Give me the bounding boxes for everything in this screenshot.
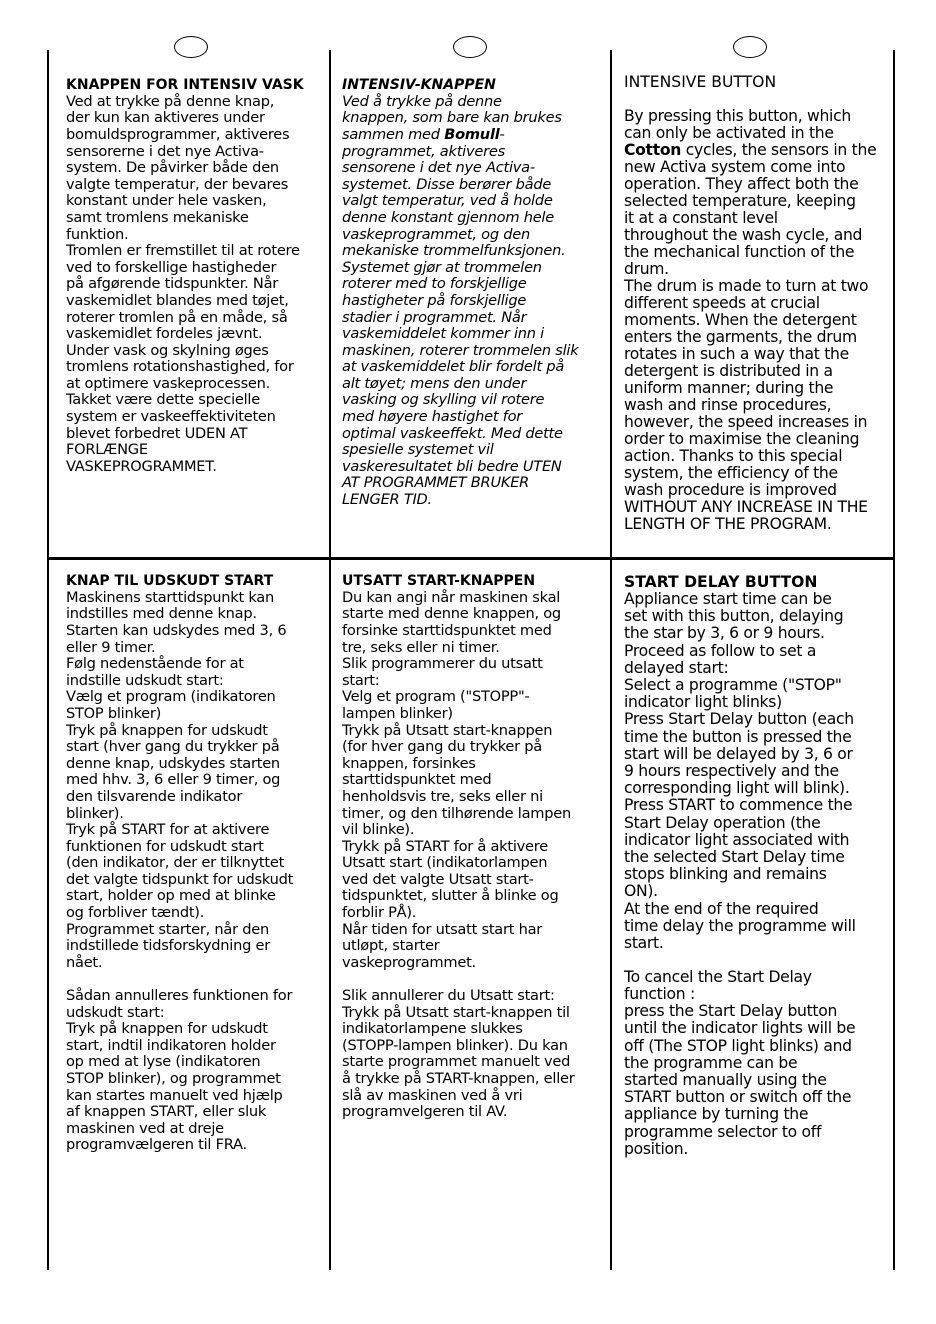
column-divider-middle-left <box>329 50 331 1270</box>
text-line: wash and rinse procedures, <box>624 396 832 414</box>
text-line: STOP blinker), og programmet <box>66 1070 281 1088</box>
text-line: Trykk på START for å aktivere <box>342 837 548 855</box>
section-title: START DELAY BUTTON <box>624 573 818 591</box>
text-line: utløpt, starter <box>342 937 440 955</box>
text-line: drum. <box>624 260 669 278</box>
text-line: samt tromlens mekaniske <box>66 208 249 226</box>
text-line: indicator light associated with <box>624 830 850 849</box>
text-line: Følg nedenstående for at <box>66 655 244 673</box>
text-line: sensorene i det nye Activa- <box>342 159 535 177</box>
text-line: At the end of the required <box>624 899 819 918</box>
text-line: FORLÆNGE <box>66 441 148 459</box>
text-line: Når tiden for utsatt start har <box>342 920 543 938</box>
text-line: nået. <box>66 953 103 971</box>
text-line: off (The STOP light blinks) and <box>624 1036 852 1055</box>
text-line: Press START to commence the <box>624 796 853 815</box>
text-line: programmet, aktiveres <box>342 142 505 160</box>
text-line: at vaskemiddelet blir fordelt på <box>342 358 565 376</box>
text-line: at optimere vaskeprocessen. <box>66 374 271 392</box>
text-line: forblir PÅ). <box>342 904 417 922</box>
language-marker-danish <box>174 36 208 58</box>
section-body <box>342 590 604 1121</box>
text-line: henholdsvis tre, seks eller ni <box>342 787 543 805</box>
text-line: Appliance start time can be <box>624 590 832 608</box>
text-line: delayed start: <box>624 658 729 677</box>
column-divider-left <box>47 50 49 1270</box>
column-divider-right <box>893 50 895 1270</box>
text-line: programvelgeren til AV. <box>342 1103 508 1121</box>
text-line: start, holder op med at blinke <box>66 887 276 905</box>
text-line: position. <box>624 1139 689 1158</box>
text-line: Select a programme ("STOP" <box>624 676 842 695</box>
text-line: can only be activated in the <box>624 124 834 142</box>
text-line: order to maximise the cleaning <box>624 430 860 448</box>
text-line: start. <box>624 934 664 953</box>
section-body <box>624 108 886 533</box>
text-line: med høyere hastighet for <box>342 408 522 426</box>
text-line: vaskeprogrammet. <box>342 953 476 971</box>
text-line: vaskemiddelet kommer inn i <box>342 325 544 343</box>
section-divider <box>48 557 895 560</box>
text-line: Maskinens starttidspunkt kan <box>66 588 274 606</box>
text-line: timer, og den tilhørende lampen <box>342 804 571 822</box>
text-line: valgte temperatur, der bevares <box>66 175 289 193</box>
text-line: system, the efficiency of the <box>624 464 838 482</box>
text-line: Sådan annulleres funktionen for <box>66 987 293 1005</box>
text-line: valgt temperatur, ved å holde <box>342 192 553 210</box>
text-line: press the Start Delay button <box>624 1002 838 1021</box>
text-line: started manually using the <box>624 1071 827 1090</box>
text-line: Start Delay operation (the <box>624 813 821 832</box>
text-line: konstant under hele vasken, <box>66 192 267 210</box>
text-line: sammen med Bomull- <box>342 125 505 143</box>
text-line: the mechanical function of the <box>624 243 855 261</box>
text-line: Velg et program ("STOPP"- <box>342 688 530 706</box>
text-line: eller 9 timer. <box>66 638 156 656</box>
text-line: detergent is distributed in a <box>624 362 833 380</box>
text-line: hastigheter på forskjellige <box>342 291 527 309</box>
section-title: UTSATT START-KNAPPEN <box>342 573 536 589</box>
text-line: enters the garments, the drum <box>624 328 857 346</box>
text-line: (STOPP-lampen blinker). Du kan <box>342 1036 568 1054</box>
text-line: system er vaskeeffektiviteten <box>66 408 276 426</box>
text-line: system. De påvirker både den <box>66 159 279 177</box>
text-line: uniform manner; during the <box>624 379 834 397</box>
text-line: tre, seks eller ni timer. <box>342 638 500 656</box>
text-line: Ved at trykke på denne knap, <box>66 92 275 110</box>
text-line: stadier i programmet. Når <box>342 308 527 326</box>
text-line: denne knap, udskydes starten <box>66 754 280 772</box>
text-line <box>624 952 886 969</box>
text-line: starttidspunktet med <box>342 771 492 789</box>
text-line: Proceed as follow to set a <box>624 641 817 660</box>
text-line: vaskeresultatet bli bedre UTEN <box>342 457 562 475</box>
text-line: start will be delayed by 3, 6 or <box>624 744 853 763</box>
text-line: (den indikator, der er tilknyttet <box>66 854 285 872</box>
text-line: Ved å trykke på denne <box>342 92 502 110</box>
text-line: forsinke starttidspunktet med <box>342 621 552 639</box>
text-line: function : <box>624 985 695 1004</box>
text-line: det valgte tidspunkt for udskudt <box>66 870 294 888</box>
text-line: Slik annullerer du Utsatt start: <box>342 987 555 1005</box>
section-body <box>66 590 328 1154</box>
text-line: op med at lyse (indikatoren <box>66 1053 261 1071</box>
text-line: knappen, som bare kan brukes <box>342 109 562 127</box>
text-line: på afgørende tidspunkter. Når <box>66 275 279 293</box>
text-line: sensorerne i det nye Activa- <box>66 142 264 160</box>
text-line: tidspunktet, slutter å blinke og <box>342 887 559 905</box>
text-line: mekaniske trommelfunksjonen. <box>342 242 566 260</box>
text-line: indstille udskudt start: <box>66 671 224 689</box>
text-line: spesielle systemet vil <box>342 441 494 459</box>
text-line: Press Start Delay button (each <box>624 710 854 729</box>
text-line: stops blinking and remains <box>624 865 827 884</box>
text-line: Programmet starter, når den <box>66 920 269 938</box>
text-line: indstilles med denne knap. <box>66 605 257 623</box>
section-title: INTENSIV-KNAPPEN <box>342 77 496 93</box>
text-line: Under vask og skylning øges <box>66 341 269 359</box>
text-line: blinker). <box>66 804 124 822</box>
text-line: LENGER TID. <box>342 491 432 509</box>
text-line: wash procedure is improved <box>624 481 837 499</box>
text-line: rotates in such a way that the <box>624 345 849 363</box>
text-line: LENGTH OF THE PROGRAM. <box>624 515 832 533</box>
text-line: starte med denne knappen, og <box>342 605 561 623</box>
text-line: time the button is pressed the <box>624 727 852 746</box>
text-line: tromlens rotationshastighed, for <box>66 358 294 376</box>
text-line: vil blinke). <box>342 821 415 839</box>
text-line: funktion. <box>66 225 129 243</box>
text-line: until the indicator lights will be <box>624 1019 856 1038</box>
text-line: action. Thanks to this special <box>624 447 843 465</box>
text-line: To cancel the Start Delay <box>624 967 812 986</box>
text-line: Slik programmerer du utsatt <box>342 655 543 673</box>
text-line: new Activa system come into <box>624 158 846 176</box>
text-line: indicator light blinks) <box>624 693 782 712</box>
danish-intensive-section <box>66 77 328 475</box>
text-line: Vælg et program (indikatoren <box>66 688 276 706</box>
text-line: the programme can be <box>624 1053 798 1072</box>
text-line: udskudt start: <box>66 1003 165 1021</box>
text-line: programme selector to off <box>624 1122 822 1141</box>
column-divider-middle-right <box>610 50 612 1270</box>
english-intensive-section <box>624 73 886 533</box>
text-line: der kun kan aktiveres under <box>66 109 265 127</box>
text-line: Tromlen er fremstillet til at rotere <box>66 242 300 260</box>
text-line: start: <box>342 671 380 689</box>
text-line: the selected Start Delay time <box>624 848 845 867</box>
text-line: however, the speed increases in <box>624 413 868 431</box>
norwegian-delay-section <box>342 573 604 1121</box>
text-line: roterer tromlen på en måde, så <box>66 308 288 326</box>
text-line: selected temperature, keeping <box>624 192 856 210</box>
english-delay-section <box>624 573 886 1158</box>
text-line: Cotton cycles, the sensors in the <box>624 141 877 159</box>
text-line: og forbliver tændt). <box>66 904 205 922</box>
text-line: moments. When the detergent <box>624 311 857 329</box>
text-line: kan startes manuelt ved hjælp <box>66 1086 283 1104</box>
text-line: maskinen ved at dreje <box>66 1119 224 1137</box>
text-line: VASKEPROGRAMMET. <box>66 457 217 475</box>
text-line: den tilsvarende indikator <box>66 787 243 805</box>
section-body <box>66 94 328 476</box>
text-line: operation. They affect both the <box>624 175 859 193</box>
text-line <box>342 971 604 988</box>
text-line: (for hver gang du trykker på <box>342 738 542 756</box>
text-line: Tryk på START for at aktivere <box>66 821 270 839</box>
text-line: WITHOUT ANY INCREASE IN THE <box>624 498 868 516</box>
text-line: Utsatt start (indikatorlampen <box>342 854 548 872</box>
text-line: throughout the wash cycle, and <box>624 226 863 244</box>
text-line: start, indtil indikatoren holder <box>66 1036 276 1054</box>
text-line: Systemet gjør at trommelen <box>342 258 542 276</box>
text-line: AT PROGRAMMET BRUKER <box>342 474 530 492</box>
text-line: maskinen, roterer trommelen slik <box>342 341 579 359</box>
text-line: The drum is made to turn at two <box>624 277 869 295</box>
text-line: indstillede tidsforskydning er <box>66 937 270 955</box>
text-line: Tryk på knappen for udskudt <box>66 1020 268 1038</box>
text-line: indikatorlampene slukkes <box>342 1020 523 1038</box>
section-title: INTENSIVE BUTTON <box>624 73 777 91</box>
text-line: vasking og skylling vil rotere <box>342 391 545 409</box>
text-line: knappen, forsinkes <box>342 754 476 772</box>
text-line: blevet forbedret UDEN AT <box>66 424 248 442</box>
text-line: start (hver gang du trykker på <box>66 738 280 756</box>
section-body <box>342 94 604 509</box>
text-line: slå av maskinen ved å vri <box>342 1086 523 1104</box>
text-line: af knappen START, eller sluk <box>66 1103 267 1121</box>
text-line: STOP blinker) <box>66 704 162 722</box>
text-line: the star by 3, 6 or 9 hours. <box>624 624 825 643</box>
text-line: vaskemidlet blandes med tøjet, <box>66 291 289 309</box>
text-line <box>66 971 328 988</box>
text-line: roterer med to forskjellige <box>342 275 527 293</box>
language-marker-norwegian <box>453 36 487 58</box>
text-line: funktionen for udskudt start <box>66 837 264 855</box>
section-title: KNAP TIL UDSKUDT START <box>66 573 274 589</box>
text-line: alt tøyet; mens den under <box>342 374 527 392</box>
text-line: different speeds at crucial <box>624 294 820 312</box>
text-line: bomuldsprogrammer, aktiveres <box>66 125 290 143</box>
text-line: Du kan angi når maskinen skal <box>342 588 561 606</box>
text-line: ON). <box>624 882 658 901</box>
text-line: Tryk på knappen for udskudt <box>66 721 268 739</box>
text-line: optimal vaskeeffekt. Med dette <box>342 424 563 442</box>
text-line: By pressing this button, which <box>624 107 851 125</box>
text-line: time delay the programme will <box>624 916 856 935</box>
text-line: Starten kan udskydes med 3, 6 <box>66 621 287 639</box>
text-line: it at a constant level <box>624 209 778 227</box>
text-line: Trykk på Utsatt start-knappen <box>342 721 553 739</box>
text-line: appliance by turning the <box>624 1105 809 1124</box>
text-line: 9 hours respectively and the <box>624 762 839 781</box>
language-marker-english <box>733 36 767 58</box>
text-line: ved to forskellige hastigheder <box>66 258 277 276</box>
danish-delay-section <box>66 573 328 1154</box>
text-line: programvælgeren til FRA. <box>66 1136 247 1154</box>
text-line: lampen blinker) <box>342 704 453 722</box>
text-line: å trykke på START-knappen, eller <box>342 1070 575 1088</box>
section-title: KNAPPEN FOR INTENSIV VASK <box>66 77 304 93</box>
norwegian-intensive-section <box>342 77 604 509</box>
text-line: denne konstant gjennom hele <box>342 208 554 226</box>
text-line: starte programmet manuelt ved <box>342 1053 571 1071</box>
text-line: ved det valgte Utsatt start- <box>342 870 534 888</box>
text-line: corresponding light will blink). <box>624 779 850 798</box>
section-body <box>624 591 886 1158</box>
text-line: set with this button, delaying <box>624 607 844 626</box>
text-line: START button or switch off the <box>624 1088 852 1107</box>
text-line: vaskemidlet fordeles jævnt. <box>66 325 263 343</box>
text-line: systemet. Disse berører både <box>342 175 552 193</box>
text-line: Trykk på Utsatt start-knappen til <box>342 1003 570 1021</box>
text-line: Takket være dette specielle <box>66 391 260 409</box>
text-line: vaskeprogrammet, og den <box>342 225 530 243</box>
text-line: med hhv. 3, 6 eller 9 timer, og <box>66 771 281 789</box>
